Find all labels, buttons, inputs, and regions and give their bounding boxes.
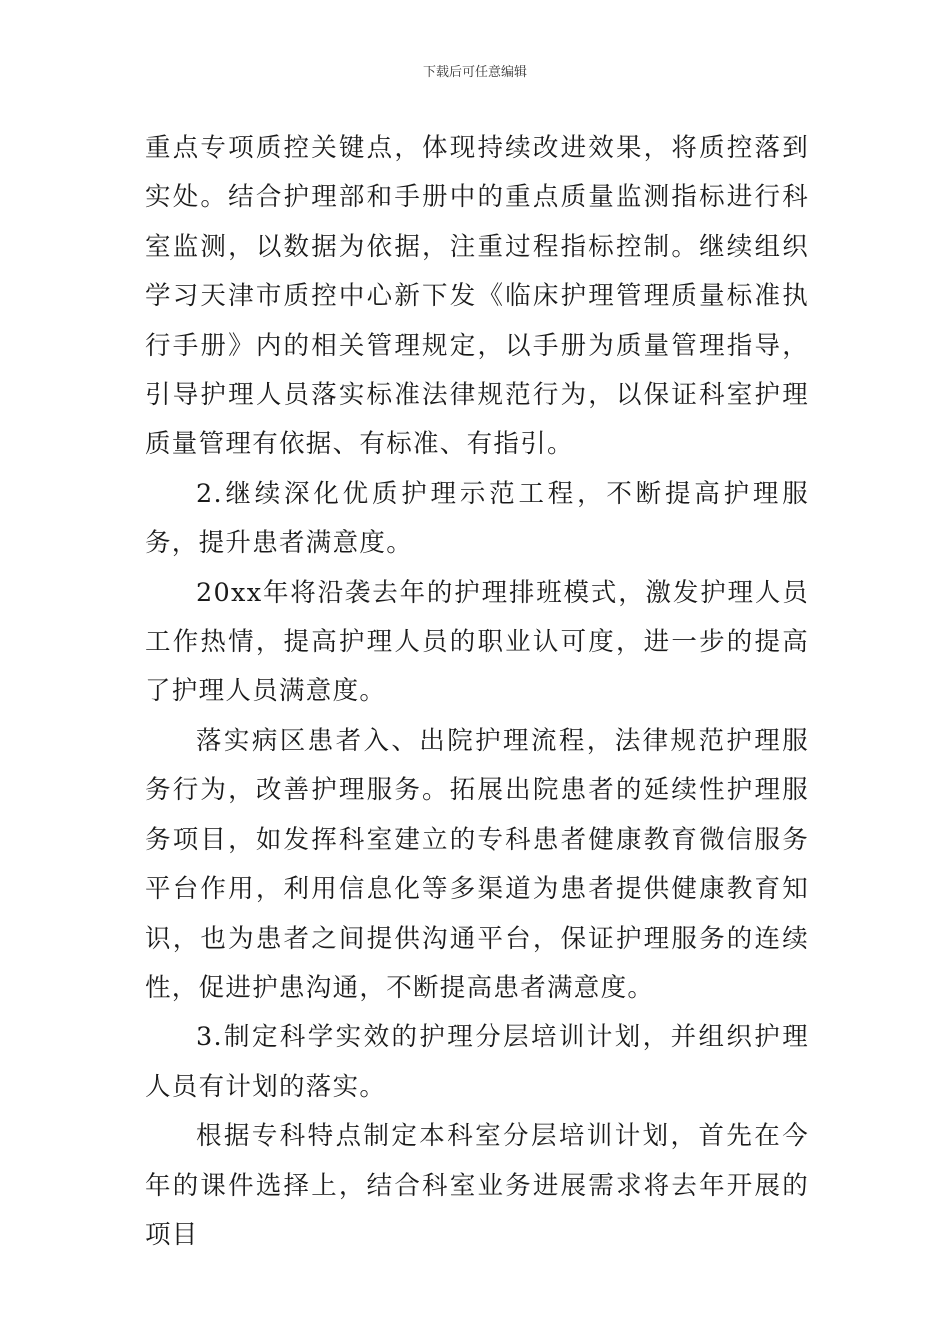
paragraph-item-3-heading: 3.制定科学实效的护理分层培训计划，并组织护理人员有计划的落实。: [145, 1022, 809, 1102]
paragraph-scheduling: 20xx年将沿袭去年的护理排班模式，激发护理人员工作热情，提高护理人员的职业认可度，进一步的提高了护理人员满意度。: [145, 577, 809, 707]
paragraph-training-plan: 根据专科特点制定本科室分层培训计划，首先在今年的课件选择上，结合科室业务进展需求将去年开展的项目: [145, 1121, 809, 1250]
paragraph-continuation: 重点专项质控关键点，体现持续改进效果，将质控落到实处。结合护理部和手册中的重点质量监测指标进行科室监测，以数据为依据，注重过程指标控制。继续组织学习天津市质控中心新下发《临床护理管理质量标准执行手册》内的相关管理规定，以手册为质量管理指导，引导护理人员落实标准法律规范行为，以保证科室护理质量管理有依据、有标准、有指引。: [145, 133, 809, 460]
paragraph-item-2-heading: 2.继续深化优质护理示范工程，不断提高护理服务，提升患者满意度。: [145, 478, 809, 559]
document-body: [145, 124, 809, 1260]
paragraph-admission-discharge: 落实病区患者入、出院护理流程，法律规范护理服务行为，改善护理服务。拓展出院患者的延续性护理服务项目，如发挥科室建立的专科患者健康教育微信服务平台作用，利用信息化等多渠道为患者提供健康教育知识，也为患者之间提供沟通平台，保证护理服务的连续性，促进护患沟通，不断提高患者满意度。: [145, 725, 809, 1003]
page-header: 下载后可任意编辑: [422, 65, 527, 80]
